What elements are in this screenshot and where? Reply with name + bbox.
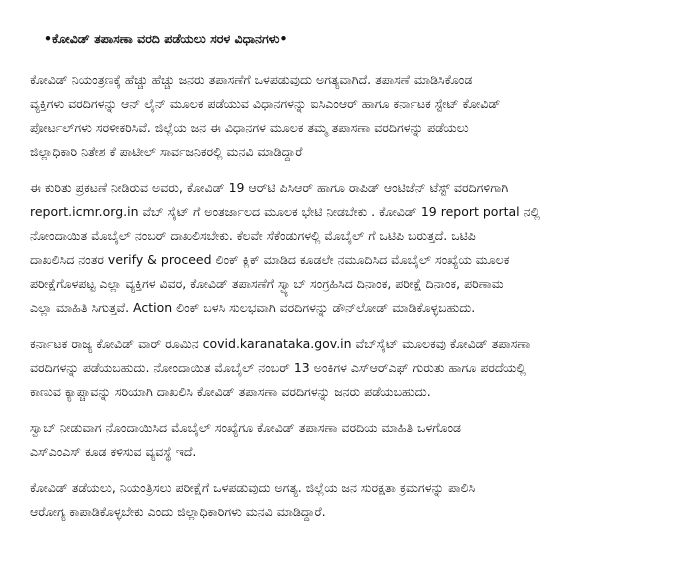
paragraph-line: ನೋಂದಾಯಿತ ಮೊಬೈಲ್ ನಂಬರ್ ದಾಖಲಿಸಬೇಕು. ಕೆಲವೇ ಸೆಕೆಂಡುಗಳಲ್ಲಿ ಮೊಬೈಲ್ ಗೆ ಒಟಿಪಿ ಬರುತ್ತದೆ. ಒಟಿಪಿ	[30, 228, 476, 243]
paragraph-line: ಕೋವಿಡ್ ನಿಯಂತ್ರಣಕ್ಕೆ ಹೆಚ್ಚು ಹೆಚ್ಚು ಜನರು ತಪಾಸಣೆಗೆ ಒಳಪಡುವುದು ಅಗತ್ಯವಾಗಿದೆ. ತಪಾಸಣೆ ಮಾಡಿಸಿಕೊಂಡ	[30, 72, 473, 87]
paragraph-line: ಎಸ್‌ಎಂಎಸ್ ಕೂಡ ಕಳಿಸುವ ವ್ಯವಸ್ಥೆ ಇದೆ.	[30, 444, 197, 459]
paragraph-line: ಜಿಲ್ಲಾಧಿಕಾರಿ ನಿತೇಶ ಕೆ ಪಾಟೀಲ್ ಸಾರ್ವಜನಿಕರಲ್ಲಿ ಮನವಿ ಮಾಡಿದ್ದಾರೆ	[30, 144, 303, 159]
paragraph-line: ಪೋರ್ಟಲ್‌ಗಳು ಸರಳೀಕರಿಸಿವೆ. ಜಿಲ್ಲೆಯ ಜನ ಈ ವಿಧಾನಗಳ ಮೂಲಕ ತಮ್ಮ ತಪಾಸಣಾ ವರದಿಗಳನ್ನು ಪಡೆಯಲು	[30, 120, 469, 135]
paragraph-line: ಆರೋಗ್ಯ ಕಾಪಾಡಿಕೊಳ್ಳಬೇಕು ಎಂದು ಜಿಲ್ಲಾಧಿಕಾರಿಗಳು ಮನವಿ ಮಾಡಿದ್ದಾರೆ.	[30, 504, 326, 519]
paragraph-4	[30, 416, 659, 464]
paragraph-2	[30, 176, 659, 320]
paragraph-line: ಈ ಕುರಿತು ಪ್ರಕಟಣೆ ನೀಡಿರುವ ಅವರು, ಕೋವಿಡ್ 19 ಆರ್‌ಟಿ ಪಿಸಿಆರ್ ಹಾಗೂ ರಾಪಿಡ್ ಆಂಟಿಜೆನ್ ಟೆಸ್ಟ್ ವರದಿಗಳಿಗಾಗಿ	[30, 180, 509, 195]
document-title: •ಕೋವಿಡ್ ತಪಾಸಣಾ ವರದಿ ಪಡೆಯಲು ಸರಳ ವಿಧಾನಗಳು•	[44, 31, 288, 46]
paragraph-line: ವರದಿಗಳನ್ನು ಪಡೆಯಬಹುದು. ನೋಂದಾಯಿತ ಮೊಬೈಲ್ ನಂಬರ್ 13 ಅಂಕಿಗಳ ಎಸ್‌ಆರ್‌ಎಫ್ ಗುರುತು ಹಾಗೂ ಪರದೆಯಲ್ಲಿ	[30, 360, 526, 375]
paragraph-line: ಎಲ್ಲಾ ಮಾಹಿತಿ ಸಿಗುತ್ತವೆ. Action ಲಿಂಕ್ ಬಳಸಿ ಸುಲಭವಾಗಿ ವರದಿಗಳನ್ನು ಡೌನ್‌ಲೋಡ್ ಮಾಡಿಕೊಳ್ಳಬಹುದು.	[30, 300, 476, 315]
paragraph-line: ಕಾಣುವ ಕ್ಯಾಪ್ಚಾವನ್ನು ಸರಿಯಾಗಿ ದಾಖಲಿಸಿ ಕೋವಿಡ್ ತಪಾಸಣಾ ವರದಿಗಳನ್ನು ಜನರು ಪಡೆಯಬಹುದು.	[30, 384, 431, 399]
paragraph-line: ಪರೀಕ್ಷೆಗೊಳಪಟ್ಟ ಎಲ್ಲಾ ವ್ಯಕ್ತಿಗಳ ವಿವರ, ಕೋವಿಡ್ ತಪಾಸಣೆಗೆ ಸ್ವ್ಯಾಬ್ ಸಂಗ್ರಹಿಸಿದ ದಿನಾಂಕ, ಪರೀಕ್ಷೆ ದಿನಾಂಕ, ಪರಿಣಾಮ	[30, 276, 504, 291]
paragraph-line: ಸ್ವಾಬ್ ನೀಡುವಾಗ ನೊಂದಾಯಿಸಿದ ಮೊಬೈಲ್ ಸಂಖ್ಯೆಗೂ ಕೋವಿಡ್ ತಪಾಸಣಾ ವರದಿಯ ಮಾಹಿತಿ ಒಳಗೊಂಡ	[30, 420, 461, 435]
paragraph-line: ದಾಖಲಿಸಿದ ನಂತರ verify & proceed ಲಿಂಕ್ ಕ್ಲಿಕ್ ಮಾಡಿದ ಕೂಡಲೇ ನಮೂದಿಸಿದ ಮೊಬೈಲ್ ಸಂಖ್ಯೆಯ ಮೂಲಕ	[30, 252, 510, 267]
paragraph-line: ಕೋವಿಡ್ ತಡೆಯಲು, ನಿಯಂತ್ರಿಸಲು ಪರೀಕ್ಷೆಗೆ ಒಳಪಡುವುದು ಅಗತ್ಯ. ಜಿಲ್ಲೆಯ ಜನ ಸುರಕ್ಷತಾ ಕ್ರಮಗಳನ್ನು ಪಾಲಿಸಿ	[30, 480, 476, 495]
paragraph-1	[30, 68, 659, 164]
paragraph-line: report.icmr.org.in ವೆಬ್ ಸೈಟ್ ಗೆ ಅಂತರ್ಜಾಲದ ಮೂಲಕ ಭೇಟಿ ನೀಡಬೇಕು . ಕೋವಿಡ್ 19 report portal ನಲ್ಲಿ	[30, 204, 541, 219]
paragraph-line: ವ್ಯಕ್ತಿಗಳು ವರದಿಗಳನ್ನು ಆನ್ ಲೈನ್ ಮೂಲಕ ಪಡೆಯುವ ವಿಧಾನಗಳನ್ನು ಐಸಿಎಂಆರ್ ಹಾಗೂ ಕರ್ನಾಟಕ ಸ್ಟೇಟ್ ಕೋವಿಡ್	[30, 96, 501, 111]
paragraph-3	[30, 332, 659, 404]
paragraph-line: ಕರ್ನಾಟಕ ರಾಜ್ಯ ಕೋವಿಡ್ ವಾರ್ ರೂಮಿನ covid.karanataka.gov.in ವೆಬ್‌ಸೈಟ್ ಮೂಲಕವು ಕೋವಿಡ್ ತಪಾಸಣಾ	[30, 336, 531, 351]
paragraph-5	[30, 476, 659, 524]
